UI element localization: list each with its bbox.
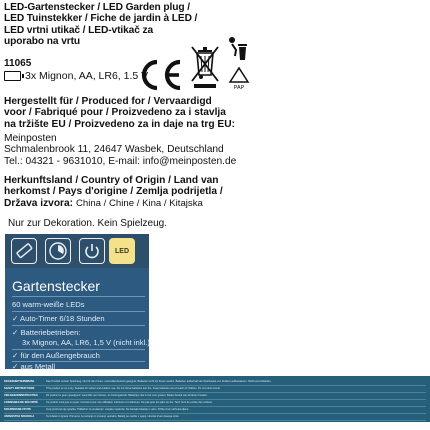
- battery-icon: [4, 71, 21, 81]
- safety-notice-text: Das Produkt ist kein Spielzeug. Nur für den Innen- und Außenbereich geeignet. Batterien nicht ins Feuer werfen. Batterien außerhalb der Reichweite von Kindern aufbewahren. Nicht kurzschließen.: [46, 380, 272, 383]
- card-feature-outdoor: ✓ für den Außengebrauch: [12, 351, 100, 360]
- card-feature-leds: 60 warm-weiße LEDs: [12, 300, 85, 309]
- card-divider: [12, 325, 145, 326]
- led-badge-icon: LED: [109, 238, 135, 264]
- trash-icon: [227, 36, 249, 62]
- card-divider: [12, 349, 145, 350]
- safety-notice-row: [4, 386, 426, 393]
- decoration-note: Nur zur Dekoration. Kein Spielzeug.: [8, 218, 167, 229]
- safety-notice-row: [4, 400, 426, 407]
- product-name-line: uporabo na vrtu: [4, 36, 81, 48]
- safety-notice-text: Ce produit n'est pas un jouet. Convient pour une utilisation intérieure et extérieure. Ne pas jeter les piles au feu. Tenir hors de portée des enfants.: [46, 401, 213, 404]
- product-name-block: [4, 2, 234, 48]
- power-icon: [79, 238, 105, 264]
- safety-notice-row: [4, 407, 426, 414]
- manufacturer-heading: [4, 96, 244, 130]
- company-name: Meinposten: [4, 133, 57, 144]
- safety-notice-label: SAFETY INSTRUCTIONS: [4, 387, 35, 390]
- safety-notice-label: CONSIGNES DE SÉCURITÉ: [4, 401, 38, 404]
- safety-notice-label: SICHERHEITSHINWEISE: [4, 380, 35, 383]
- product-card: [5, 234, 149, 369]
- safety-notice-text: This product is not a toy. Suitable for indoor and outdoor use. Do not throw batteries into fire. Keep batteries out of reach of children. Do not short-circuit.: [46, 387, 221, 390]
- card-divider: [12, 296, 145, 297]
- crossed-out-wheelie-bin-icon: [190, 43, 220, 91]
- recycle-label: PAP: [233, 85, 245, 90]
- recycle-icon: [228, 66, 250, 90]
- contact-line: Tel.: 04321 - 9631010, E-mail: info@meinposten.de: [4, 155, 237, 167]
- card-feature-metal: ✓ aus Metall: [12, 362, 56, 371]
- card-title: Gartenstecker: [12, 278, 100, 294]
- street-address: Schmalenbrook 11, 24647 Wasbek, Deutschland: [4, 144, 224, 156]
- safety-notice-text: Dit product is geen speelgoed. Geschikt voor binnen- en buitengebruik. Batterijen niet in het vuur gooien. Buiten bereik van kinderen houden.: [46, 394, 208, 397]
- card-feature-timer: ✓ Auto-Timer 6/18 Stunden: [12, 314, 105, 323]
- product-name-line: LED Tuinstekker / Fiche de jardin à LED /: [4, 13, 198, 25]
- card-divider: [12, 311, 145, 312]
- feature-icon-strip: [5, 234, 149, 268]
- timer-icon: [45, 238, 71, 264]
- battery-spec: [4, 70, 148, 82]
- ce-mark-icon: [138, 58, 186, 92]
- battery-spec-text: 3x Mignon, AA, LR6, 1.5 V: [25, 70, 149, 82]
- product-name-line: LED vrtni utikač / LED-vtikač za: [4, 24, 154, 36]
- product-name-line: LED-Gartenstecker / LED Garden plug /: [4, 2, 190, 13]
- garden-stake-icon: [11, 238, 37, 264]
- safety-notice-label: VEILIGHEIDSINSTRUCTIES: [4, 394, 38, 397]
- safety-notice-row: [4, 414, 426, 421]
- manufacturer-heading-line: na tržište EU / Proizvedeno za in daje na trg EU:: [4, 118, 235, 130]
- origin-countries: China / Chine / Kina / Kitajska: [75, 197, 203, 209]
- safety-notice-label: SIGURNOSNE UPUTE: [4, 408, 31, 411]
- manufacturer-address: [4, 133, 244, 167]
- origin-country-line: [4, 198, 244, 209]
- card-feature-battery: ✓ Batteriebetrieben:: [12, 328, 81, 337]
- manufacturer-heading-line: Hergestellt für / Produced for / Vervaardigd: [4, 96, 212, 107]
- card-feature-battery-spec: 3x Mignon, AA, LR6, 1,5 V (nicht inkl.): [22, 338, 150, 347]
- safety-notice-text: Ovaj proizvod nije igračka. Prikladno za unutarnju i vanjsku upotrebu. Ne bacajte baterije u vatru. Držite izvan dohvata djece.: [46, 408, 190, 411]
- origin-label: Država izvora:: [4, 197, 74, 209]
- safety-notice-band: [0, 376, 430, 422]
- safety-notice-row: [4, 393, 426, 400]
- country-of-origin: [4, 175, 244, 209]
- safety-notice-text: Ta izdelek ni igrača. Primerno za notranjo in zunanjo uporabo. Baterij ne mečite v ogenj. Hranite izven dosega otrok.: [46, 415, 180, 418]
- safety-notice-row: [4, 379, 426, 386]
- manufacturer-heading-line: voor / Fabriqué pour / Proizvedeno za i stavlja: [4, 107, 226, 119]
- origin-heading-line: herkomst / Pays d'origine / Zemlja podrijetla /: [4, 186, 223, 198]
- safety-notice-label: VARNOSTNA NAVODILA: [4, 415, 35, 418]
- origin-heading-line: Herkunftsland / Country of Origin / Land van: [4, 175, 219, 186]
- article-number: 11065: [4, 58, 32, 69]
